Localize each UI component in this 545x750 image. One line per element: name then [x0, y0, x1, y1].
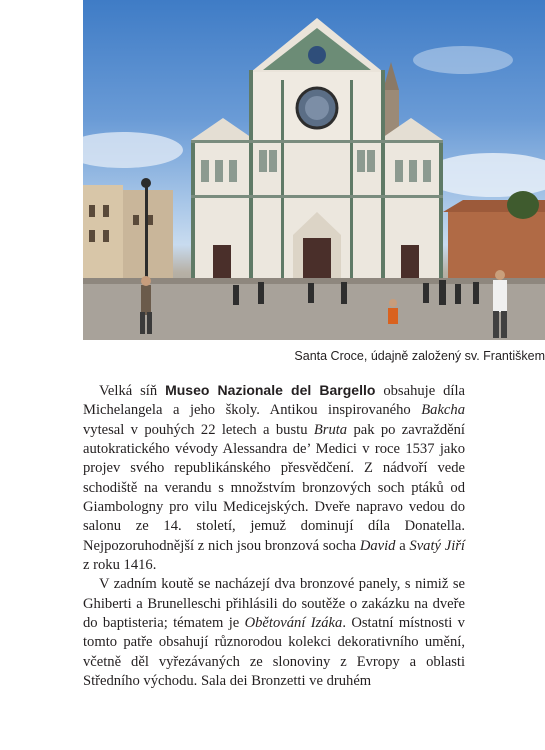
paragraph-1-run: z roku 1416. — [83, 557, 157, 574]
paragraph-1 — [83, 381, 465, 575]
paragraph-1-run: Velká síň — [99, 383, 166, 399]
photo-illustration — [83, 0, 545, 340]
paragraph-1-run: a — [395, 537, 410, 554]
paragraph-2-run: . Ostatní místnosti v tomto patře obsahují různorodou kolekci dekorativního umění, včetně děl vyřezávaných ze slonoviny z Evropy a oblasti Středního východu. Sala dei Bronzetti ve druhém — [83, 615, 465, 690]
article-body — [83, 381, 465, 692]
paragraph-1-run: obsahuje díla Michelangela a jeho školy. Antikou inspirovaného — [83, 383, 465, 419]
paragraph-1-run: Svatý Jiří — [409, 537, 465, 554]
santa-croce-photo — [83, 0, 545, 340]
paragraph-1-run: pak po zavraždění autokratického vévody Alessandra de’ Medici v roce 1537 jako projev svého republikánského přesvědčení. Z nádvoří vede schodiště na verandu s množstvím bronzových soch ptáků od Giambologny pro vilu Medicejských. Dveře napravo vedou do salonu ze 14. století, jemuž dominují díla Donatella. Nejpozoruhodnější z nich jsou bronzová socha — [83, 421, 465, 554]
paragraph-1-run: David — [359, 537, 396, 554]
paragraph-1-run: Bakcha — [421, 402, 465, 419]
paragraph-2 — [83, 575, 465, 691]
paragraph-2-run: V zadním koutě se nacházejí dva bronzové panely, s nimiž se Ghiberti a Brunelleschi přihlásili do soutěže o zakázku na dveře do baptisteria; tématem je — [83, 576, 465, 632]
photo-caption: Santa Croce, údajně založený sv. Františkem — [294, 349, 545, 363]
paragraph-1-run: vytesal v pouhých 22 letech a bustu — [83, 421, 314, 438]
paragraph-1-run: Bruta — [313, 421, 348, 438]
paragraph-2-run: Obětování Izáka — [244, 615, 343, 632]
paragraph-1-run: Museo Nazionale del Bargello — [165, 382, 376, 398]
